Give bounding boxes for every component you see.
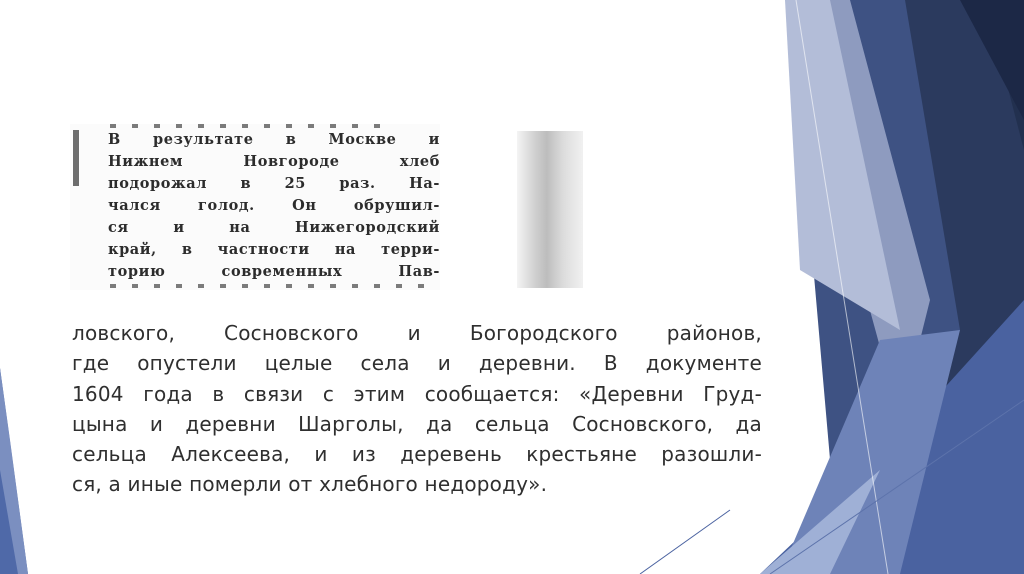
scan-line: Нижнем Новгороде хлеб xyxy=(108,153,440,170)
paragraph-line: 1604 года в связи с этим сообщается: «Деревни Груд- xyxy=(72,381,762,406)
scan-margin-bar xyxy=(73,130,79,186)
paragraph-line: где опустели целые села и деревни. В документе xyxy=(72,351,762,376)
scan-cut-top xyxy=(110,124,390,128)
scan-line: торию современных Пав- xyxy=(108,263,440,280)
scan-line: чался голод. Он обрушил- xyxy=(108,197,440,214)
scan-lines xyxy=(108,129,440,283)
main-paragraph xyxy=(72,318,762,500)
paragraph-line: ловского, Сосновского и Богородского районов, xyxy=(72,321,762,345)
scanned-excerpt xyxy=(70,124,440,290)
scan-line: ся и на Нижегородский xyxy=(108,219,440,236)
scan-line: В результате в Москве и xyxy=(108,131,440,148)
paragraph-line: цына и деревни Шарголы, да сельца Сосновского, да xyxy=(72,411,762,436)
facet-thin-line-3 xyxy=(640,510,730,574)
paragraph-line: ся, а иные померли от хлебного недороду». xyxy=(72,472,548,497)
scan-line: подорожал в 25 раз. На- xyxy=(108,175,440,192)
scan-line: край, в частности на терри- xyxy=(108,241,440,258)
page-fold-shadow xyxy=(517,131,583,288)
scan-cut-bottom xyxy=(110,284,440,288)
paragraph-line: сельца Алексеева, и из деревень крестьяне разошли- xyxy=(72,442,762,467)
